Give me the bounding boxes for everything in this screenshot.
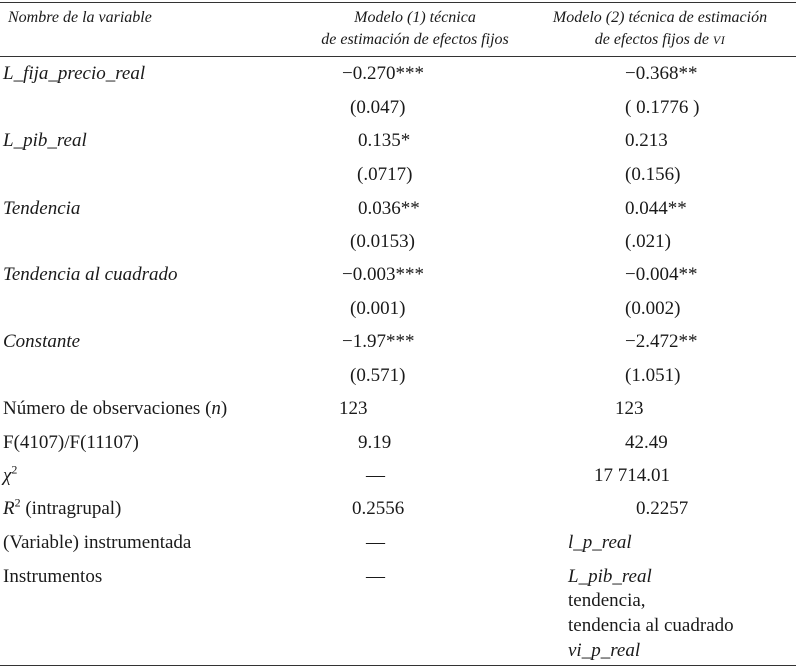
instr-m1: — <box>366 566 385 587</box>
row-m1-coef: 0.036** <box>358 198 420 219</box>
header-model2-line2 <box>530 30 790 50</box>
chi-label <box>3 462 18 487</box>
row-m2-coef: −2.472** <box>625 331 698 352</box>
obs-label-text: Número de observaciones ( <box>3 398 212 419</box>
instr-var-m1: — <box>366 532 385 553</box>
header-model2-line2-text: de efectos fijos de <box>594 31 709 48</box>
row-m2-coef: −0.368** <box>625 63 698 84</box>
obs-m1: 123 <box>339 398 368 419</box>
row-m2-se: ( 0.1776 ) <box>625 97 700 118</box>
row-m2-se: (0.156) <box>625 164 681 185</box>
chi-symbol: χ <box>3 465 12 486</box>
row-m1-se: (.0717) <box>357 164 413 185</box>
header-model2-line1: Modelo (2) técnica de estimación <box>552 9 768 26</box>
f-label: F(4107)/F(11107) <box>3 432 139 453</box>
row-m1-se: (0.571) <box>350 365 406 386</box>
row-name: L_pib_real <box>3 130 87 151</box>
bottom-rule <box>0 665 796 666</box>
r2-rest: (intragrupal) <box>20 498 122 519</box>
instr-m2-line4: vi_p_real <box>568 640 641 661</box>
instr-m2-line2: tendencia, <box>568 590 646 611</box>
instr-var-m2: l_p_real <box>568 532 632 553</box>
instr-m2-line1: L_pib_real <box>568 566 652 587</box>
row-m2-coef: 0.213 <box>625 130 668 151</box>
header-model2-vi: VI <box>712 33 726 47</box>
r2-symbol: R <box>3 498 15 519</box>
row-m1-coef: 0.135* <box>358 130 411 151</box>
r2-m1: 0.2556 <box>352 498 405 519</box>
chi-m1: — <box>366 465 385 486</box>
f-m2: 42.49 <box>625 432 668 453</box>
row-m1-se: (0.0153) <box>350 231 415 252</box>
header-model1-line2: de estimación de efectos fijos <box>321 31 509 48</box>
top-rule <box>0 2 796 3</box>
header-rule <box>0 56 796 57</box>
row-name: Constante <box>3 331 81 352</box>
row-name: Tendencia al cuadrado <box>3 264 178 285</box>
chi-sup: 2 <box>11 462 18 477</box>
r2-label <box>3 495 122 520</box>
row-m2-se: (1.051) <box>625 365 681 386</box>
row-m1-coef: −1.97*** <box>342 331 415 352</box>
obs-m2: 123 <box>615 398 644 419</box>
row-m1-coef: −0.270*** <box>342 63 424 84</box>
row-m2-se: (.021) <box>625 231 671 252</box>
r2-m2: 0.2257 <box>636 498 689 519</box>
f-m1: 9.19 <box>358 432 392 453</box>
row-m1-coef: −0.003*** <box>342 264 424 285</box>
row-m2-coef: 0.044** <box>625 198 687 219</box>
row-name: L_fija_precio_real <box>3 63 146 84</box>
obs-n: n <box>211 398 221 419</box>
instr-m2-line3: tendencia al cuadrado <box>568 615 734 636</box>
row-m1-se: (0.001) <box>350 298 406 319</box>
row-m2-coef: −0.004** <box>625 264 698 285</box>
obs-close: ) <box>220 398 228 419</box>
header-variable-name: Nombre de la variable <box>8 9 152 26</box>
chi-m2: 17 714.01 <box>594 465 670 486</box>
obs-label <box>3 398 227 420</box>
r2-sup: 2 <box>14 495 21 510</box>
header-model1-line1: Modelo (1) técnica <box>354 9 476 26</box>
row-name: Tendencia <box>3 198 81 219</box>
instr-var-label: (Variable) instrumentada <box>3 532 192 553</box>
row-m1-se: (0.047) <box>350 97 406 118</box>
row-m2-se: (0.002) <box>625 298 681 319</box>
instr-label: Instrumentos <box>3 566 103 587</box>
